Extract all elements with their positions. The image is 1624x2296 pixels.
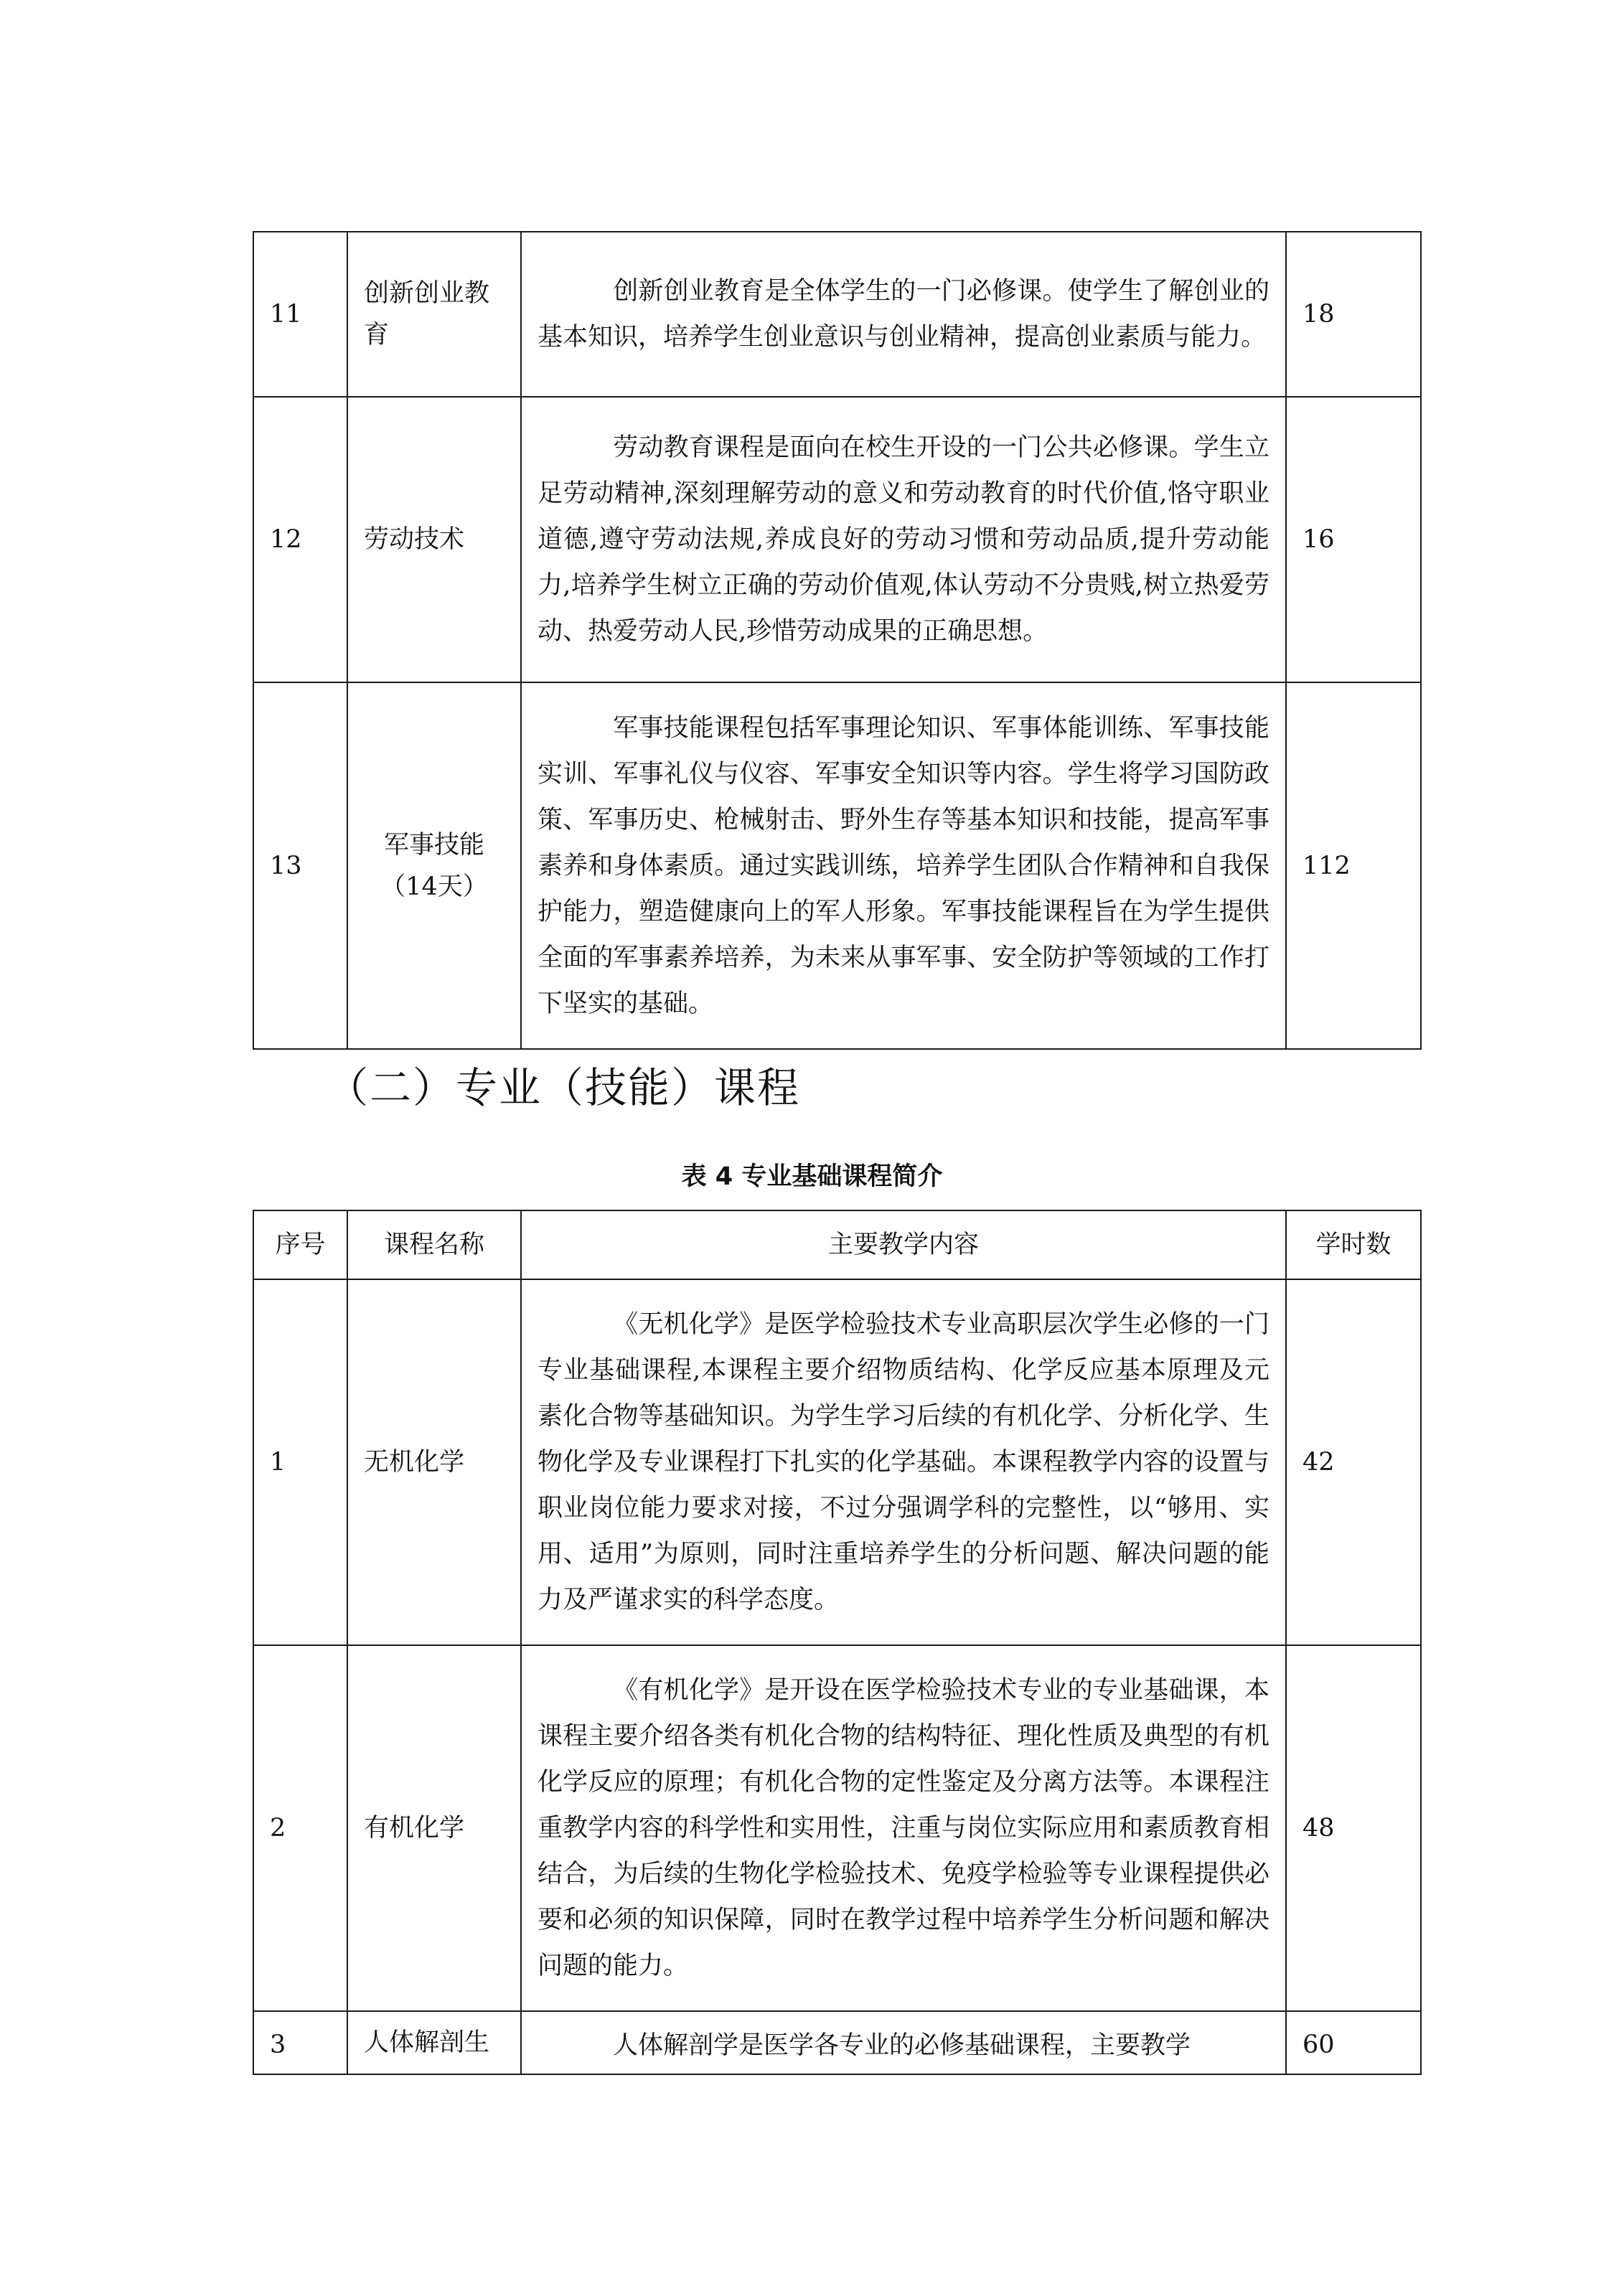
course-content: 人体解剖学是医学各专业的必修基础课程，主要教学 (521, 2011, 1286, 2074)
row-number: 11 (253, 232, 347, 397)
table-row (253, 1645, 1421, 2011)
course-name: 军事技能（14天） (347, 682, 521, 1049)
course-name: 无机化学 (347, 1279, 521, 1645)
section-title: （二）专业（技能）课程 (327, 1063, 801, 1112)
course-name: 创新创业教育 (347, 232, 521, 397)
course-content: 军事技能课程包括军事理论知识、军事体能训练、军事技能实训、军事礼仪与仪容、军事安全知识等内容。学生将学习国防政策、军事历史、枪械射击、野外生存等基本知识和技能，提高军事素养和身体素质。通过实践训练，培养学生团队合作精神和自我保护能力，塑造健康向上的军人形象。军事技能课程旨在为学生提供全面的军事素养培养，为未来从事军事、安全防护等领域的工作打下坚实的基础。 (521, 682, 1286, 1049)
course-hours: 42 (1286, 1279, 1421, 1645)
header-course-name: 课程名称 (347, 1210, 521, 1279)
table-row (253, 2011, 1421, 2074)
course-content: 《有机化学》是开设在医学检验技术专业的专业基础课，本课程主要介绍各类有机化合物的结构特征、理化性质及典型的有机化学反应的原理；有机化合物的定性鉴定及分离方法等。本课程注重教学内容的科学性和实用性，注重与岗位实际应用和素质教育相结合，为后续的生物化学检验技术、免疫学检验等专业课程提供必要和必须的知识保障，同时在教学过程中培养学生分析问题和解决问题的能力。 (521, 1645, 1286, 2011)
course-content: 《无机化学》是医学检验技术专业高职层次学生必修的一门专业基础课程,本课程主要介绍物质结构、化学反应基本原理及元素化合物等基础知识。为学生学习后续的有机化学、分析化学、生物化学及专业课程打下扎实的化学基础。本课程教学内容的设置与职业岗位能力要求对接，不过分强调学科的完整性，以“够用、实用、适用”为原则，同时注重培养学生的分析问题、解决问题的能力及严谨求实的科学态度。 (521, 1279, 1286, 1645)
course-hours: 60 (1286, 2011, 1421, 2074)
course-hours: 48 (1286, 1645, 1421, 2011)
table-row (253, 682, 1421, 1049)
table-row (253, 1279, 1421, 1645)
course-name: 人体解剖生 (347, 2011, 521, 2074)
table-caption: 表 4 专业基础课程简介 (681, 1162, 943, 1191)
header-hours: 学时数 (1286, 1210, 1421, 1279)
course-hours: 112 (1286, 682, 1421, 1049)
header-number: 序号 (253, 1210, 347, 1279)
row-number: 13 (253, 682, 347, 1049)
professional-foundation-courses-table (253, 1210, 1422, 2075)
header-content: 主要教学内容 (521, 1210, 1286, 1279)
course-hours: 18 (1286, 232, 1421, 397)
row-number: 3 (253, 2011, 347, 2074)
row-number: 2 (253, 1645, 347, 2011)
row-number: 1 (253, 1279, 347, 1645)
course-name: 有机化学 (347, 1645, 521, 2011)
table-row (253, 232, 1421, 397)
general-courses-table-continued (253, 231, 1422, 1050)
table-header-row (253, 1210, 1421, 1279)
course-content: 创新创业教育是全体学生的一门必修课。使学生了解创业的基本知识，培养学生创业意识与创业精神，提高创业素质与能力。 (521, 232, 1286, 397)
course-name: 劳动技术 (347, 397, 521, 682)
course-content: 劳动教育课程是面向在校生开设的一门公共必修课。学生立足劳动精神,深刻理解劳动的意义和劳动教育的时代价值,恪守职业道德,遵守劳动法规,养成良好的劳动习惯和劳动品质,提升劳动能力,培养学生树立正确的劳动价值观,体认劳动不分贵贱,树立热爱劳动、热爱劳动人民,珍惜劳动成果的正确思想。 (521, 397, 1286, 682)
course-hours: 16 (1286, 397, 1421, 682)
row-number: 12 (253, 397, 347, 682)
table-row (253, 397, 1421, 682)
